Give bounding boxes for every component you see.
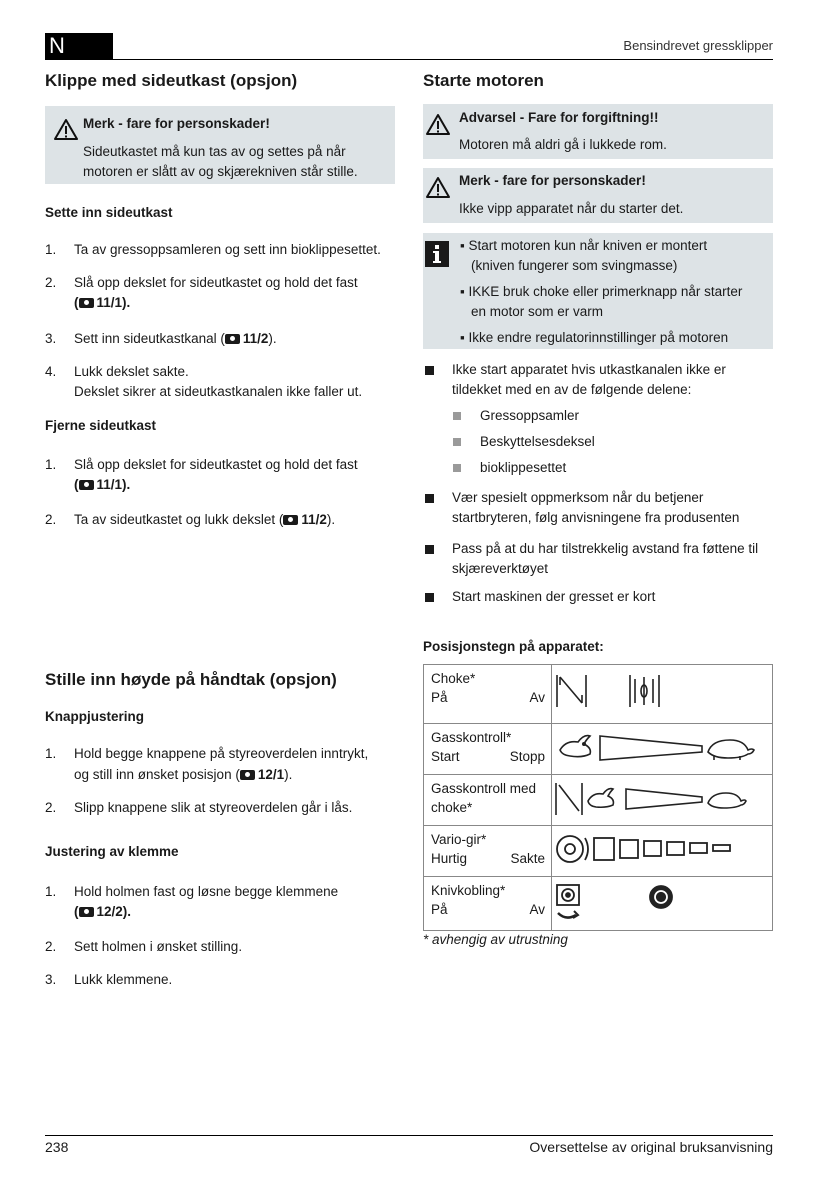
- language-badge: [45, 33, 113, 59]
- step-text: Slå opp dekslet for sideutkastet og hold det fast: [74, 457, 358, 472]
- subheading-remove: Fjerne sideutkast: [45, 418, 157, 433]
- symbol-left-value: På: [431, 902, 448, 917]
- symbol-left-value: På: [431, 690, 448, 705]
- symbol-graphic-cell: [552, 724, 773, 775]
- warning-triangle-icon: [425, 176, 451, 199]
- vario-gear-icon: [552, 826, 772, 873]
- symbol-graphic-cell: [552, 826, 773, 877]
- step-text: Hold holmen fast og løsne begge klemmene: [74, 884, 339, 899]
- page-number: 238: [45, 1139, 69, 1155]
- step-text: Lukk klemmene.: [74, 972, 173, 987]
- step-text: Hold begge knappene på styreoverdelen inntrykt,: [74, 746, 369, 761]
- subheading-symbols: Posisjonstegn på apparatet:: [423, 639, 604, 654]
- subheading-clamp: Justering av klemme: [45, 844, 179, 859]
- bullet-text-cont: tildekket med en av de følgende delene:: [452, 382, 692, 397]
- sub-bullet-text: Gressoppsamler: [480, 408, 580, 423]
- symbol-right-value: Av: [529, 902, 545, 917]
- notice-box-injury: [423, 168, 773, 223]
- symbol-label-cell: [424, 826, 552, 877]
- notice-title: Merk - fare for personskader!: [459, 173, 646, 188]
- step-number: 2.: [45, 939, 57, 954]
- bullet-square: [425, 545, 434, 554]
- bullet-square: [425, 593, 434, 602]
- step-number: 1.: [45, 746, 57, 761]
- sub-bullet-square: [453, 438, 461, 446]
- symbol-name: Gasskontroll*: [431, 730, 512, 745]
- language-code: N: [49, 33, 65, 58]
- figure-reference: ( 11/1).: [74, 295, 131, 310]
- symbol-graphic-cell: [552, 665, 773, 724]
- symbol-graphic-cell: [552, 775, 773, 826]
- info-item: ▪ Ikke endre regulatorinnstillinger på motoren: [460, 330, 729, 345]
- figure-reference: ( 11/1).: [74, 477, 131, 492]
- footer-text: Oversettelse av original bruksanvisning: [529, 1139, 773, 1155]
- notice-text-line1: Sideutkastet må kun tas av og settes på når: [83, 144, 346, 159]
- camera-icon: [79, 480, 94, 490]
- info-item-cont: en motor som er varm: [471, 304, 604, 319]
- warning-text: Motoren må aldri gå i lukkede rom.: [459, 137, 667, 152]
- info-item: ▪ IKKE bruk choke eller primerknapp når starter: [460, 284, 743, 299]
- notice-text: Ikke vipp apparatet når du starter det.: [459, 201, 684, 216]
- document-title: Bensindrevet gressklipper: [623, 38, 773, 53]
- step-number: 2.: [45, 800, 57, 815]
- step-number: 4.: [45, 364, 57, 379]
- step-number: 2.: [45, 275, 57, 290]
- symbol-label-cell: [424, 665, 552, 724]
- warning-title: Advarsel - Fare for forgiftning!!: [459, 110, 659, 125]
- subheading-insert: Sette inn sideutkast: [45, 205, 173, 220]
- subheading-knob: Knappjustering: [45, 709, 145, 724]
- symbol-left-value: Start: [431, 749, 460, 764]
- symbols-table: [423, 664, 773, 931]
- notice-text-line2: motoren er slått av og skjærekniven står stille.: [83, 164, 358, 179]
- bullet-text: Vær spesielt oppmerksom når du betjener: [452, 490, 704, 505]
- blade-clutch-icon: [552, 877, 772, 927]
- camera-icon: [240, 770, 255, 780]
- symbol-name: Gasskontroll med: [431, 781, 537, 796]
- bullet-text: Start maskinen der gresset er kort: [452, 589, 656, 604]
- sub-bullet-square: [453, 464, 461, 472]
- table-row: [424, 826, 773, 877]
- step-text: Slipp knappene slik at styreoverdelen går i lås.: [74, 800, 353, 815]
- table-row: [424, 775, 773, 826]
- step-text: Sett inn sideutkastkanal ( 11/2).: [74, 331, 277, 346]
- camera-icon: [283, 515, 298, 525]
- camera-icon: [225, 334, 240, 344]
- step-number: 1.: [45, 242, 57, 257]
- info-item-cont: (kniven fungerer som svingmasse): [471, 258, 678, 273]
- bullet-text-cont: startbryteren, følg anvisningene fra produsenten: [452, 510, 740, 525]
- symbol-left-value: Hurtig: [431, 851, 468, 866]
- figure-reference: ( 12/2).: [74, 904, 132, 919]
- info-item: ▪ Start motoren kun når kniven er montert: [460, 238, 708, 253]
- footer-rule: [45, 1135, 773, 1136]
- sub-bullet-text: bioklippesettet: [480, 460, 567, 475]
- info-icon: [425, 241, 449, 267]
- notice-box-side-discharge: [45, 106, 395, 184]
- symbol-right-value: Stopp: [509, 749, 545, 764]
- section-title-handle-height: Stille inn høyde på håndtak (opsjon): [45, 670, 337, 689]
- step-number: 3.: [45, 972, 57, 987]
- symbol-right-value: Sakte: [510, 851, 545, 866]
- warning-triangle-icon: [425, 113, 451, 136]
- symbol-label-cell: [424, 877, 552, 931]
- step-text-cont: og still inn ønsket posisjon ( 12/1).: [74, 767, 293, 782]
- step-number: 3.: [45, 331, 57, 346]
- table-row: [424, 877, 773, 931]
- table-row: [424, 665, 773, 724]
- sub-bullet-square: [453, 412, 461, 420]
- step-number: 1.: [45, 884, 57, 899]
- info-box: [423, 233, 773, 349]
- step-text: Lukk dekslet sakte.: [74, 364, 189, 379]
- camera-icon: [79, 298, 94, 308]
- header-rule: [45, 59, 773, 60]
- bullet-text: Ikke start apparatet hvis utkastkanalen ikke er: [452, 362, 726, 377]
- warning-box-poisoning: [423, 104, 773, 159]
- table-row: [424, 724, 773, 775]
- bullet-text-cont: skjæreverktøyet: [452, 561, 549, 576]
- throttle-with-choke-icon: [552, 775, 772, 822]
- warning-triangle-icon: [53, 118, 79, 141]
- step-text: Ta av sideutkastet og lukk dekslet ( 11/2).: [74, 512, 336, 527]
- section-title-start-engine: Starte motoren: [423, 71, 544, 90]
- sub-bullet-text: Beskyttelsesdeksel: [480, 434, 595, 449]
- choke-icon: [552, 665, 772, 720]
- symbol-name: Knivkobling*: [431, 883, 506, 898]
- step-text-cont: Dekslet sikrer at sideutkastkanalen ikke faller ut.: [74, 384, 363, 399]
- footnote: * avhengig av utrustning: [423, 932, 568, 947]
- section-title-side-discharge: Klippe med sideutkast (opsjon): [45, 71, 298, 90]
- bullet-square: [425, 494, 434, 503]
- symbol-name: Vario-gir*: [431, 832, 487, 847]
- step-text: Sett holmen i ønsket stilling.: [74, 939, 243, 954]
- camera-icon: [79, 907, 94, 917]
- throttle-hare-tortoise-icon: [552, 724, 772, 771]
- symbol-name: Choke*: [431, 671, 476, 686]
- symbol-label-cell: [424, 724, 552, 775]
- symbol-right-value: Av: [529, 690, 545, 705]
- symbol-name-cont: choke*: [431, 800, 473, 815]
- step-text: Slå opp dekslet for sideutkastet og hold det fast: [74, 275, 358, 290]
- bullet-text: Pass på at du har tilstrekkelig avstand fra føttene til: [452, 541, 759, 556]
- step-number: 1.: [45, 457, 57, 472]
- notice-title: Merk - fare for personskader!: [83, 116, 270, 131]
- symbol-label-cell: [424, 775, 552, 826]
- step-number: 2.: [45, 512, 57, 527]
- symbol-graphic-cell: [552, 877, 773, 931]
- step-text: Ta av gressoppsamleren og sett inn bioklippesettet.: [74, 242, 381, 257]
- bullet-square: [425, 366, 434, 375]
